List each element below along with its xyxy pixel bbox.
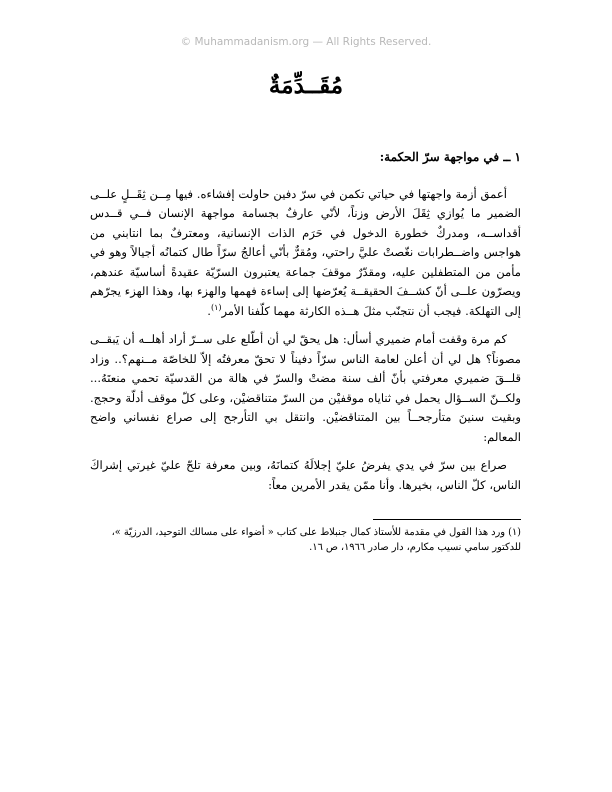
footnote: (١) ورد هذا القول في مقدمة للأستاذ كمال جنبلاط على كتاب « أضواء على مسالك التوحيد، الدرزيّة »، للدكتور سامي نسيب مكارم، دار صادر ١٩٦٦، ص ١٦. xyxy=(111,527,521,553)
paragraph-1-text: أعمق أزمة واجهتها في حياتي تكمن في سرّ دفين حاولت إفشاءه. فيها مِــن ثِقَــلٍ علــى الضمير ما يُوازي ثِقَلَ الأرض وزناً، لأنّي عارفٌ بجسامة مواجهة الإنسان فــي قــدس أقداســه، ومدركٌ خطورة الدخول في حَرَم الذات الإنسانية، ومعترفٌ بما انتابني من هواجس واضــطرابات نغّصتْ عليَّ راحتي، ومُقرٌّ بأنّي أعالجُ سرّاً طال كتمانُه أجيالاً وهو في مأمن من المتطفلين عليه، ومقدّرٌ موقفَ جماعة يعتبرون السرّيّة عقيدةً أساسيّة عندهم، ويصرّون علــى أنّ كشــفَ الحقيقــة يُعرّضها إلى إساءة فهمها والهزء بها، وهذا الهزء يجرّهم إلى التهلكة. فيجب أن نتجنّب مثلَ هــذه الكارثة مهما كلّفنا الأمر xyxy=(90,186,521,318)
section-heading: ١ ــ في مواجهة سرّ الحكمة: xyxy=(379,150,521,164)
paragraph-2: كم مرة وقفت أمام ضميري أسأل: هل يحقّ لي أن أطّلع على ســرّ أراد أهلــه أن يَبقــى مصوناً؟ هل لي أن أعلن لعامة الناس سرّاً دفيناً لا تحقّ معرفتُه إلاّ للخاصّة مــنهم؟.. وزاد قلــقَ ضميري معرفتي بأنّ ألف سنة مضتْ والسرّ في هالة من القدسيّة تحمي منعتَهُ... ولكــنّ الســؤال يحمل في ثناياه موقفيْن من السرّ متناقضيْن، وعلى كلّ موقف أدلّة وحجج. وبقيت سنينَ متأرجحــاً بين المتناقضيْن. وانتقل بي التأرجح إلى صراع نفساني واضح المعالم: xyxy=(90,332,521,444)
footnote-divider xyxy=(373,519,521,520)
page-title: مُقَــدِّمَةٌ xyxy=(268,72,344,99)
paragraph-1: أعمق أزمة واجهتها في حياتي تكمن في سرّ دفين حاولت إفشاءه. فيها مِــن ثِقَــلٍ علــى الضمير ما يُوازي ثِقَلَ الأرض وزناً، لأنّي عارفٌ بجسامة مواجهة الإنسان فــي قــدس أقداســه، ومدركٌ خطورة الدخول في حَرَم الذات الإنسانية، ومعترفٌ بما انتابني من هواجس واضــطرابات نغّصتْ عليَّ راحتي، ومُقرٌّ بأنّي أعالجُ سرّاً طال كتمانُه أجيالاً وهو في مأمن من المتطفلين عليه، ومقدّرٌ موقفَ جماعة يعتبرون السرّيّة عقيدةً أساسيّة عندهم، ويصرّون علــى أنّ كشــفَ الحقيقــة يُعرّضها إلى إساءة فهمها والهزء بها، وهذا الهزء يجرّهم إلى التهلكة. فيجب أن نتجنّب مثلَ هــذه الكارثة مهما كلّفنا الأمر$^{(١)}$. xyxy=(90,186,521,318)
main-text xyxy=(90,148,521,504)
copyright-watermark: © Muhammadanism.org — All Rights Reserved. xyxy=(180,36,432,48)
footnote-reference[interactable]: (١) xyxy=(210,302,222,312)
paragraph-3: صراع بين سرّ في يدي يفرضُ عليّ إجلالَهُ كتمانَهُ، وبين معرفة تلحّ عليّ غيرتي إشراكَ الناس، كلّ الناس، بخيرها. وأنا ممّن يقدر الأمرين معاً: xyxy=(90,458,521,492)
